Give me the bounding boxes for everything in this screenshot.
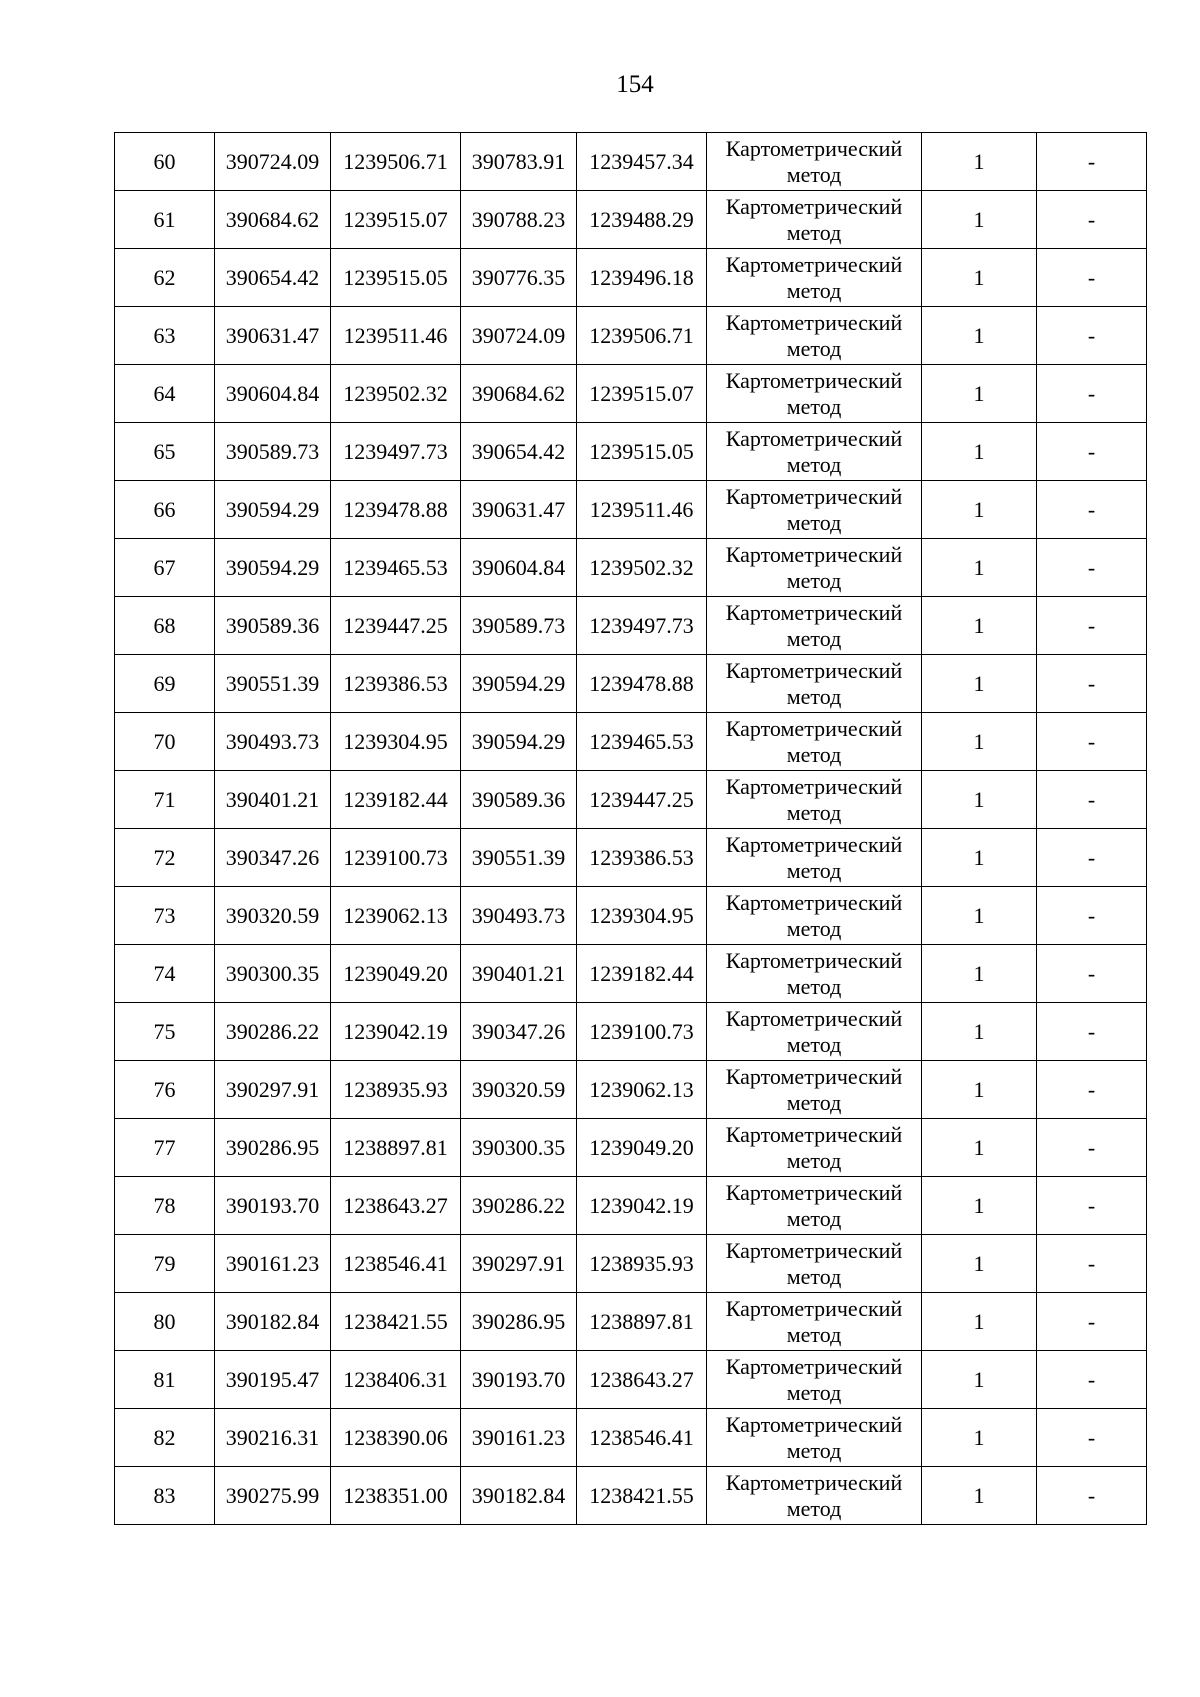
- y2-cell: 1239457.34: [577, 133, 707, 191]
- x2-cell: 390551.39: [461, 829, 577, 887]
- x2-cell: 390320.59: [461, 1061, 577, 1119]
- accuracy-cell: 1: [922, 771, 1037, 829]
- accuracy-cell: 1: [922, 249, 1037, 307]
- y2-cell: 1238421.55: [577, 1467, 707, 1525]
- y1-cell: 1238935.93: [331, 1061, 461, 1119]
- point-number-cell: 67: [115, 539, 215, 597]
- y1-cell: 1239515.07: [331, 191, 461, 249]
- y2-cell: 1238935.93: [577, 1235, 707, 1293]
- method-cell: [707, 829, 922, 887]
- y2-cell: 1239515.07: [577, 365, 707, 423]
- note-cell: -: [1037, 191, 1147, 249]
- y2-cell: 1239062.13: [577, 1061, 707, 1119]
- accuracy-cell: 1: [922, 133, 1037, 191]
- note-cell: -: [1037, 423, 1147, 481]
- y1-cell: 1238643.27: [331, 1177, 461, 1235]
- method-cell: [707, 713, 922, 771]
- point-number-cell: 61: [115, 191, 215, 249]
- x1-cell: 390300.35: [215, 945, 331, 1003]
- method-line-1: Картометрический: [725, 947, 903, 973]
- accuracy-cell: 1: [922, 365, 1037, 423]
- coordinates-table: [114, 132, 1147, 1525]
- x1-cell: 390401.21: [215, 771, 331, 829]
- x1-cell: 390320.59: [215, 887, 331, 945]
- method-line-1: Картометрический: [725, 483, 903, 509]
- point-number-cell: 74: [115, 945, 215, 1003]
- method-cell: [707, 1467, 922, 1525]
- method-line-2: метод: [786, 973, 842, 999]
- method-line-2: метод: [786, 393, 842, 419]
- x2-cell: 390193.70: [461, 1351, 577, 1409]
- x1-cell: 390275.99: [215, 1467, 331, 1525]
- table-row: [115, 1467, 1147, 1525]
- accuracy-cell: 1: [922, 713, 1037, 771]
- point-number-cell: 69: [115, 655, 215, 713]
- y1-cell: 1239304.95: [331, 713, 461, 771]
- note-cell: -: [1037, 1177, 1147, 1235]
- point-number-cell: 82: [115, 1409, 215, 1467]
- accuracy-cell: 1: [922, 1235, 1037, 1293]
- y1-cell: 1239506.71: [331, 133, 461, 191]
- y1-cell: 1239447.25: [331, 597, 461, 655]
- table-row: [115, 1061, 1147, 1119]
- y1-cell: 1238351.00: [331, 1467, 461, 1525]
- x1-cell: 390631.47: [215, 307, 331, 365]
- note-cell: -: [1037, 307, 1147, 365]
- note-cell: -: [1037, 539, 1147, 597]
- table-row: [115, 481, 1147, 539]
- method-cell: [707, 1235, 922, 1293]
- x1-cell: 390604.84: [215, 365, 331, 423]
- method-line-1: Картометрический: [725, 1469, 903, 1495]
- table-row: [115, 713, 1147, 771]
- method-cell: [707, 1351, 922, 1409]
- x1-cell: 390594.29: [215, 481, 331, 539]
- table-row: [115, 1351, 1147, 1409]
- method-line-1: Картометрический: [725, 599, 903, 625]
- y2-cell: 1239497.73: [577, 597, 707, 655]
- y2-cell: 1239488.29: [577, 191, 707, 249]
- method-cell: [707, 887, 922, 945]
- x2-cell: 390161.23: [461, 1409, 577, 1467]
- x2-cell: 390297.91: [461, 1235, 577, 1293]
- point-number-cell: 66: [115, 481, 215, 539]
- method-cell: [707, 1061, 922, 1119]
- note-cell: -: [1037, 945, 1147, 1003]
- y1-cell: 1239511.46: [331, 307, 461, 365]
- y2-cell: 1239465.53: [577, 713, 707, 771]
- x2-cell: 390300.35: [461, 1119, 577, 1177]
- y1-cell: 1238390.06: [331, 1409, 461, 1467]
- note-cell: -: [1037, 481, 1147, 539]
- note-cell: -: [1037, 1061, 1147, 1119]
- note-cell: -: [1037, 887, 1147, 945]
- method-line-2: метод: [786, 1495, 842, 1521]
- method-line-2: метод: [786, 625, 842, 651]
- x2-cell: 390654.42: [461, 423, 577, 481]
- x2-cell: 390401.21: [461, 945, 577, 1003]
- table-row: [115, 249, 1147, 307]
- x2-cell: 390286.22: [461, 1177, 577, 1235]
- method-line-1: Картометрический: [725, 425, 903, 451]
- x2-cell: 390493.73: [461, 887, 577, 945]
- accuracy-cell: 1: [922, 1061, 1037, 1119]
- point-number-cell: 80: [115, 1293, 215, 1351]
- y1-cell: 1239478.88: [331, 481, 461, 539]
- point-number-cell: 79: [115, 1235, 215, 1293]
- method-line-1: Картометрический: [725, 309, 903, 335]
- y2-cell: 1239506.71: [577, 307, 707, 365]
- method-line-1: Картометрический: [725, 657, 903, 683]
- table-row: [115, 365, 1147, 423]
- accuracy-cell: 1: [922, 945, 1037, 1003]
- accuracy-cell: 1: [922, 1177, 1037, 1235]
- method-cell: [707, 771, 922, 829]
- method-cell: [707, 365, 922, 423]
- y2-cell: 1238643.27: [577, 1351, 707, 1409]
- method-cell: [707, 249, 922, 307]
- method-line-1: Картометрический: [725, 1121, 903, 1147]
- method-line-1: Картометрический: [725, 1063, 903, 1089]
- accuracy-cell: 1: [922, 423, 1037, 481]
- x1-cell: 390286.22: [215, 1003, 331, 1061]
- table-row: [115, 1235, 1147, 1293]
- x1-cell: 390286.95: [215, 1119, 331, 1177]
- table-row: [115, 945, 1147, 1003]
- method-cell: [707, 1003, 922, 1061]
- point-number-cell: 83: [115, 1467, 215, 1525]
- table-row: [115, 655, 1147, 713]
- x1-cell: 390193.70: [215, 1177, 331, 1235]
- x2-cell: 390589.36: [461, 771, 577, 829]
- method-line-1: Картометрический: [725, 1295, 903, 1321]
- x1-cell: 390347.26: [215, 829, 331, 887]
- y2-cell: 1238897.81: [577, 1293, 707, 1351]
- method-line-2: метод: [786, 741, 842, 767]
- note-cell: -: [1037, 133, 1147, 191]
- accuracy-cell: 1: [922, 1409, 1037, 1467]
- x1-cell: 390589.73: [215, 423, 331, 481]
- y2-cell: 1239515.05: [577, 423, 707, 481]
- x1-cell: 390551.39: [215, 655, 331, 713]
- x2-cell: 390286.95: [461, 1293, 577, 1351]
- method-line-1: Картометрический: [725, 889, 903, 915]
- x2-cell: 390604.84: [461, 539, 577, 597]
- method-line-2: метод: [786, 509, 842, 535]
- method-line-2: метод: [786, 1321, 842, 1347]
- accuracy-cell: 1: [922, 887, 1037, 945]
- method-cell: [707, 945, 922, 1003]
- point-number-cell: 60: [115, 133, 215, 191]
- table-row: [115, 423, 1147, 481]
- x2-cell: 390182.84: [461, 1467, 577, 1525]
- table-row: [115, 1293, 1147, 1351]
- method-line-1: Картометрический: [725, 251, 903, 277]
- x1-cell: 390589.36: [215, 597, 331, 655]
- y2-cell: 1239511.46: [577, 481, 707, 539]
- method-line-1: Картометрический: [725, 135, 903, 161]
- y2-cell: 1239182.44: [577, 945, 707, 1003]
- method-line-2: метод: [786, 1089, 842, 1115]
- table-row: [115, 1177, 1147, 1235]
- method-line-2: метод: [786, 1379, 842, 1405]
- x1-cell: 390161.23: [215, 1235, 331, 1293]
- note-cell: -: [1037, 1119, 1147, 1177]
- method-line-2: метод: [786, 1437, 842, 1463]
- accuracy-cell: 1: [922, 829, 1037, 887]
- method-line-1: Картометрический: [725, 831, 903, 857]
- method-line-1: Картометрический: [725, 715, 903, 741]
- method-cell: [707, 307, 922, 365]
- y2-cell: 1239478.88: [577, 655, 707, 713]
- point-number-cell: 64: [115, 365, 215, 423]
- accuracy-cell: 1: [922, 1293, 1037, 1351]
- table-row: [115, 829, 1147, 887]
- y2-cell: 1239496.18: [577, 249, 707, 307]
- method-line-1: Картометрический: [725, 367, 903, 393]
- y1-cell: 1238406.31: [331, 1351, 461, 1409]
- point-number-cell: 71: [115, 771, 215, 829]
- x1-cell: 390724.09: [215, 133, 331, 191]
- method-cell: [707, 133, 922, 191]
- table-row: [115, 1409, 1147, 1467]
- y2-cell: 1239447.25: [577, 771, 707, 829]
- method-cell: [707, 1293, 922, 1351]
- accuracy-cell: 1: [922, 1351, 1037, 1409]
- y1-cell: 1238897.81: [331, 1119, 461, 1177]
- method-line-2: метод: [786, 857, 842, 883]
- point-number-cell: 76: [115, 1061, 215, 1119]
- method-cell: [707, 191, 922, 249]
- y2-cell: 1239386.53: [577, 829, 707, 887]
- table-row: [115, 887, 1147, 945]
- note-cell: -: [1037, 1467, 1147, 1525]
- point-number-cell: 73: [115, 887, 215, 945]
- method-line-1: Картометрический: [725, 773, 903, 799]
- point-number-cell: 72: [115, 829, 215, 887]
- x2-cell: 390724.09: [461, 307, 577, 365]
- accuracy-cell: 1: [922, 1003, 1037, 1061]
- note-cell: -: [1037, 597, 1147, 655]
- method-line-1: Картометрический: [725, 1179, 903, 1205]
- method-line-1: Картометрический: [725, 1411, 903, 1437]
- method-cell: [707, 597, 922, 655]
- method-line-1: Картометрический: [725, 1237, 903, 1263]
- y1-cell: 1239100.73: [331, 829, 461, 887]
- point-number-cell: 75: [115, 1003, 215, 1061]
- method-line-2: метод: [786, 277, 842, 303]
- note-cell: -: [1037, 249, 1147, 307]
- y1-cell: 1239062.13: [331, 887, 461, 945]
- note-cell: -: [1037, 1351, 1147, 1409]
- method-cell: [707, 655, 922, 713]
- method-line-1: Картометрический: [725, 1353, 903, 1379]
- method-cell: [707, 423, 922, 481]
- method-line-1: Картометрический: [725, 193, 903, 219]
- y2-cell: 1239049.20: [577, 1119, 707, 1177]
- x1-cell: 390297.91: [215, 1061, 331, 1119]
- point-number-cell: 70: [115, 713, 215, 771]
- table-row: [115, 191, 1147, 249]
- table-row: [115, 539, 1147, 597]
- y1-cell: 1239182.44: [331, 771, 461, 829]
- method-cell: [707, 539, 922, 597]
- method-cell: [707, 1177, 922, 1235]
- y2-cell: 1239042.19: [577, 1177, 707, 1235]
- x2-cell: 390347.26: [461, 1003, 577, 1061]
- x2-cell: 390684.62: [461, 365, 577, 423]
- table-row: [115, 1003, 1147, 1061]
- note-cell: -: [1037, 771, 1147, 829]
- method-line-2: метод: [786, 161, 842, 187]
- x2-cell: 390788.23: [461, 191, 577, 249]
- y1-cell: 1239465.53: [331, 539, 461, 597]
- note-cell: -: [1037, 1293, 1147, 1351]
- x2-cell: 390594.29: [461, 655, 577, 713]
- x1-cell: 390594.29: [215, 539, 331, 597]
- x1-cell: 390182.84: [215, 1293, 331, 1351]
- point-number-cell: 68: [115, 597, 215, 655]
- accuracy-cell: 1: [922, 307, 1037, 365]
- x1-cell: 390195.47: [215, 1351, 331, 1409]
- table-body: [115, 133, 1147, 1525]
- accuracy-cell: 1: [922, 1467, 1037, 1525]
- note-cell: -: [1037, 1235, 1147, 1293]
- method-cell: [707, 1119, 922, 1177]
- point-number-cell: 78: [115, 1177, 215, 1235]
- table-row: [115, 307, 1147, 365]
- y2-cell: 1239502.32: [577, 539, 707, 597]
- y2-cell: 1239100.73: [577, 1003, 707, 1061]
- table-row: [115, 133, 1147, 191]
- note-cell: -: [1037, 713, 1147, 771]
- method-line-1: Картометрический: [725, 1005, 903, 1031]
- y1-cell: 1239049.20: [331, 945, 461, 1003]
- note-cell: -: [1037, 655, 1147, 713]
- x2-cell: 390631.47: [461, 481, 577, 539]
- x2-cell: 390594.29: [461, 713, 577, 771]
- method-line-2: метод: [786, 1147, 842, 1173]
- x2-cell: 390589.73: [461, 597, 577, 655]
- method-line-2: метод: [786, 915, 842, 941]
- accuracy-cell: 1: [922, 481, 1037, 539]
- y2-cell: 1239304.95: [577, 887, 707, 945]
- y1-cell: 1239042.19: [331, 1003, 461, 1061]
- method-line-2: метод: [786, 799, 842, 825]
- table-row: [115, 771, 1147, 829]
- point-number-cell: 62: [115, 249, 215, 307]
- y2-cell: 1238546.41: [577, 1409, 707, 1467]
- accuracy-cell: 1: [922, 597, 1037, 655]
- point-number-cell: 77: [115, 1119, 215, 1177]
- y1-cell: 1239497.73: [331, 423, 461, 481]
- y1-cell: 1239502.32: [331, 365, 461, 423]
- method-line-2: метод: [786, 567, 842, 593]
- page-number: 154: [616, 71, 654, 98]
- table-row: [115, 597, 1147, 655]
- accuracy-cell: 1: [922, 191, 1037, 249]
- point-number-cell: 63: [115, 307, 215, 365]
- y1-cell: 1239515.05: [331, 249, 461, 307]
- method-line-2: метод: [786, 1031, 842, 1057]
- note-cell: -: [1037, 1003, 1147, 1061]
- x1-cell: 390493.73: [215, 713, 331, 771]
- note-cell: -: [1037, 365, 1147, 423]
- x1-cell: 390216.31: [215, 1409, 331, 1467]
- point-number-cell: 81: [115, 1351, 215, 1409]
- method-line-2: метод: [786, 219, 842, 245]
- x2-cell: 390783.91: [461, 133, 577, 191]
- accuracy-cell: 1: [922, 655, 1037, 713]
- y1-cell: 1238421.55: [331, 1293, 461, 1351]
- note-cell: -: [1037, 1409, 1147, 1467]
- method-cell: [707, 481, 922, 539]
- y1-cell: 1239386.53: [331, 655, 461, 713]
- method-line-2: метод: [786, 683, 842, 709]
- x1-cell: 390654.42: [215, 249, 331, 307]
- method-line-2: метод: [786, 451, 842, 477]
- method-line-1: Картометрический: [725, 541, 903, 567]
- x1-cell: 390684.62: [215, 191, 331, 249]
- y1-cell: 1238546.41: [331, 1235, 461, 1293]
- note-cell: -: [1037, 829, 1147, 887]
- method-line-2: метод: [786, 1263, 842, 1289]
- method-line-2: метод: [786, 1205, 842, 1231]
- method-line-2: метод: [786, 335, 842, 361]
- accuracy-cell: 1: [922, 539, 1037, 597]
- x2-cell: 390776.35: [461, 249, 577, 307]
- point-number-cell: 65: [115, 423, 215, 481]
- table-row: [115, 1119, 1147, 1177]
- method-cell: [707, 1409, 922, 1467]
- accuracy-cell: 1: [922, 1119, 1037, 1177]
